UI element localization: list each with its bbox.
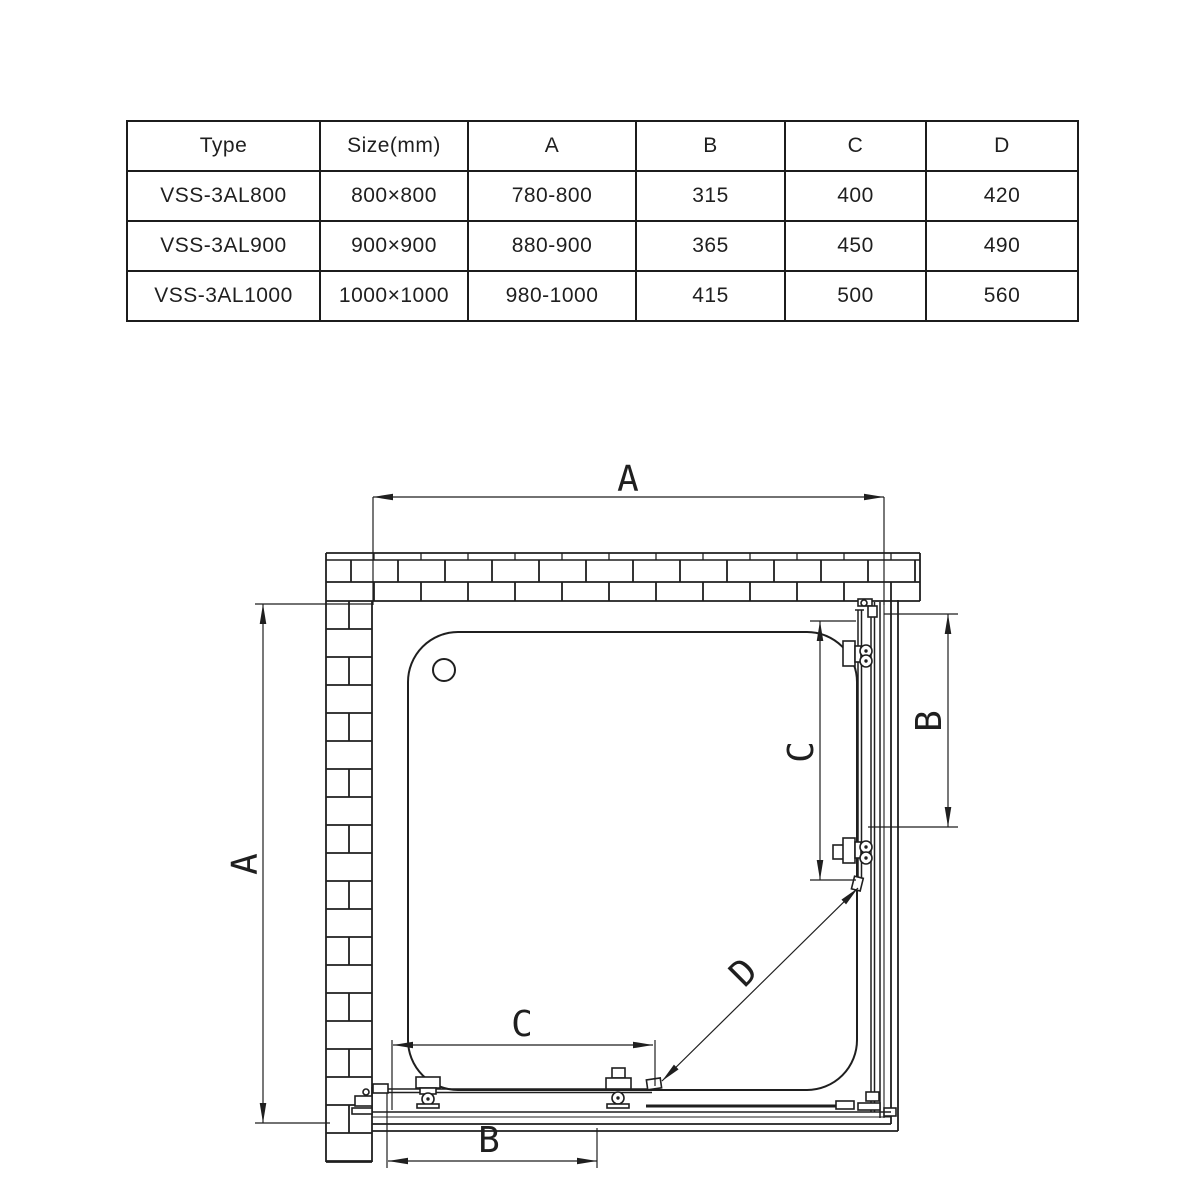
table-cell: VSS-3AL800 <box>127 171 320 221</box>
dim-label-d-diagonal: D <box>721 950 767 996</box>
roller-left-bottom <box>416 1077 440 1108</box>
col-header-c: C <box>785 121 926 171</box>
table-cell: 400 <box>785 171 926 221</box>
col-header-b: B <box>636 121 785 171</box>
drain-icon <box>433 659 455 681</box>
table-cell: 500 <box>785 271 926 321</box>
table-cell: VSS-3AL1000 <box>127 271 320 321</box>
table-cell: 780-800 <box>468 171 636 221</box>
table-cell: 415 <box>636 271 785 321</box>
col-header-type: Type <box>127 121 320 171</box>
table-cell: 900×900 <box>320 221 468 271</box>
table-cell: 365 <box>636 221 785 271</box>
table-cell: 420 <box>926 171 1078 221</box>
table-cell: VSS-3AL900 <box>127 221 320 271</box>
dim-label-c-right: C <box>781 741 822 763</box>
col-header-d: D <box>926 121 1078 171</box>
right-door-assembly <box>833 599 898 1131</box>
top-wall-brick <box>326 553 920 601</box>
table-cell: 560 <box>926 271 1078 321</box>
dim-label-a-top: A <box>617 459 639 500</box>
dim-label-b-bottom: B <box>478 1120 500 1161</box>
dim-label-b-right: B <box>909 710 950 732</box>
shower-tray <box>408 632 857 1090</box>
bottom-door-handle <box>646 1078 661 1090</box>
table-cell: 980-1000 <box>468 271 636 321</box>
table-cell: 1000×1000 <box>320 271 468 321</box>
table-cell: 450 <box>785 221 926 271</box>
table-cell: 315 <box>636 171 785 221</box>
dimension-lines <box>225 459 958 1168</box>
table-cell: 490 <box>926 221 1078 271</box>
table-cell: 800×800 <box>320 171 468 221</box>
dim-label-a-left: A <box>225 853 266 875</box>
col-header-size: Size(mm) <box>320 121 468 171</box>
bottom-door-assembly <box>352 1068 898 1131</box>
col-header-a: A <box>468 121 636 171</box>
table-cell: 880-900 <box>468 221 636 271</box>
left-wall-brick <box>326 601 372 1162</box>
roller-mid-bottom <box>606 1068 631 1108</box>
dim-label-c-bottom: C <box>511 1004 533 1045</box>
roller-mid-right <box>833 838 872 864</box>
